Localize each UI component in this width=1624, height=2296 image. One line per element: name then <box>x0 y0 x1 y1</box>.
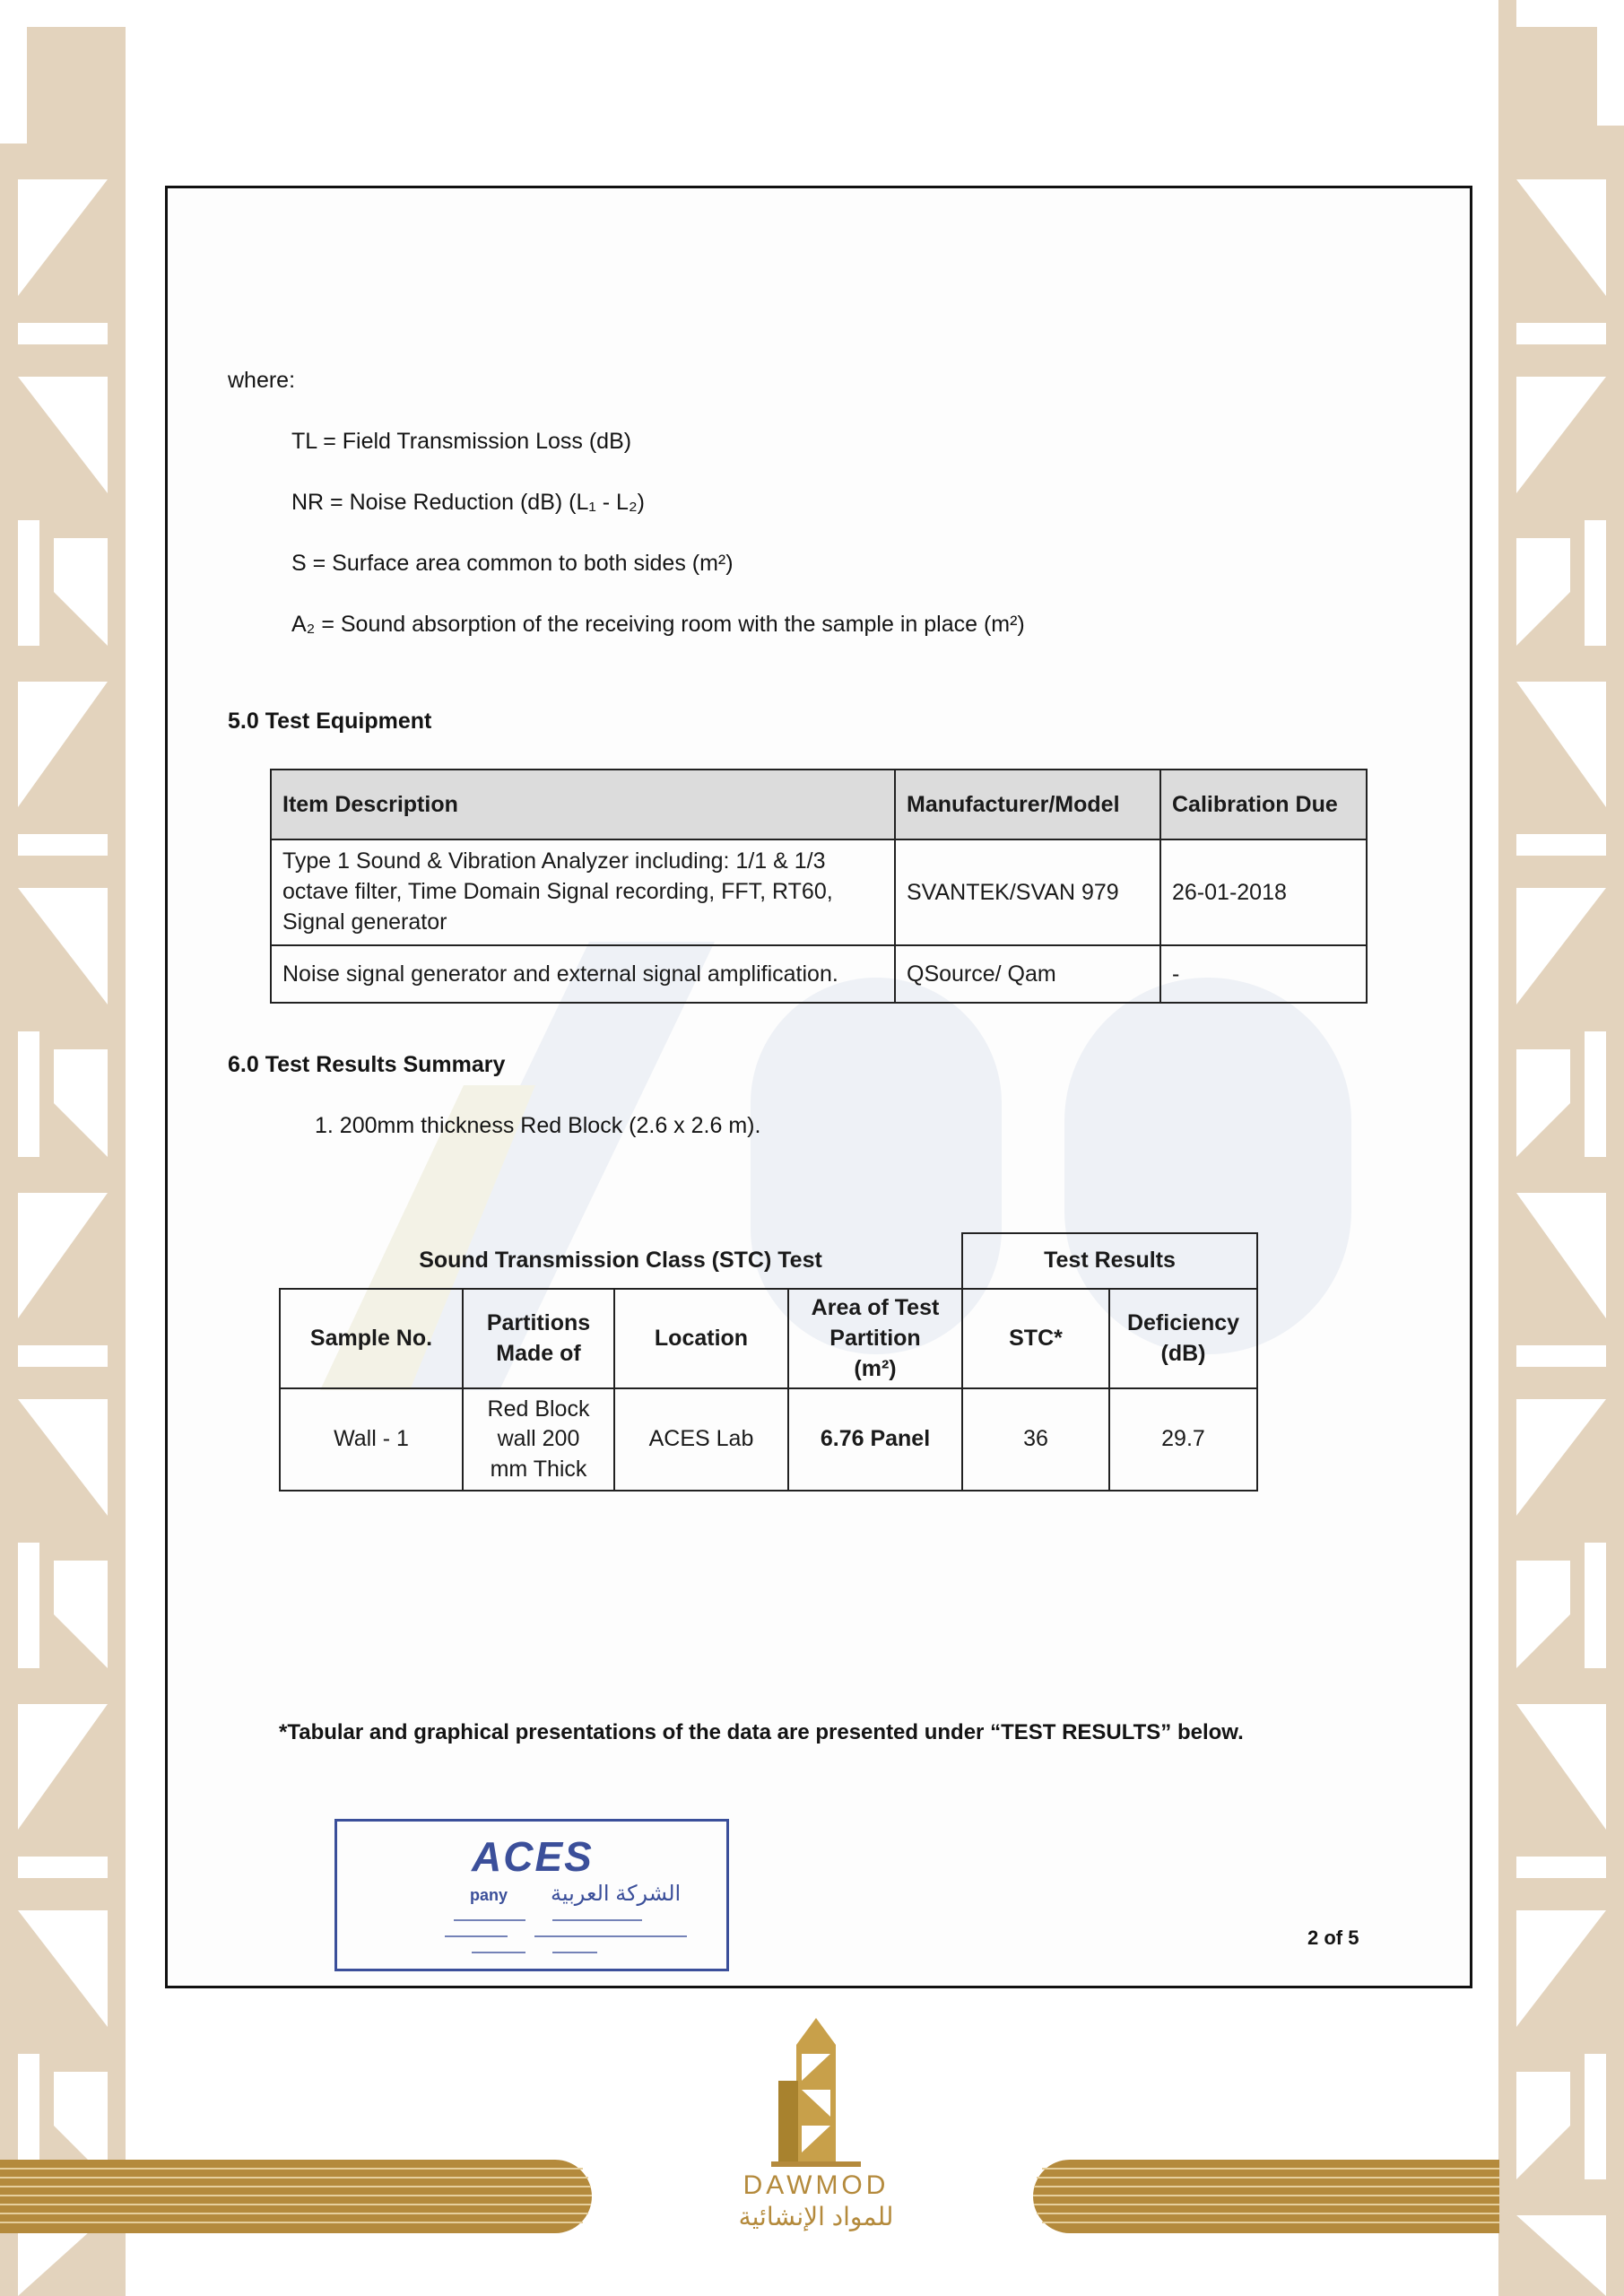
header-area <box>788 1289 962 1388</box>
deficiency-cell: 29.7 <box>1109 1388 1257 1491</box>
header-line: (dB) <box>1160 1340 1206 1366</box>
partitions-cell <box>463 1388 614 1491</box>
location-cell: ACES Lab <box>614 1388 788 1491</box>
brand-logo <box>708 2018 924 2233</box>
header-line: Made of <box>496 1340 581 1366</box>
stc-title-row <box>280 1233 1257 1289</box>
table-row <box>280 1388 1257 1491</box>
results-item: 1. 200mm thickness Red Block (2.6 x 2.6 m). <box>315 1113 761 1138</box>
term-a2: A₂ = Sound absorption of the receiving room with the sample in place (m²) <box>291 612 1025 637</box>
stamp-text-ar: الشركة العربية <box>551 1882 682 1906</box>
scanned-page <box>165 186 1472 1988</box>
decorative-border-left <box>0 0 126 2296</box>
brand-arabic: للمواد الإنشائية <box>738 2203 894 2231</box>
item-description-cell <box>271 839 895 945</box>
calibration-cell: - <box>1160 945 1367 1003</box>
model-cell: SVANTEK/SVAN 979 <box>895 839 1160 945</box>
stc-cell: 36 <box>962 1388 1109 1491</box>
results-heading: 6.0 Test Results Summary <box>228 1052 506 1077</box>
brand-latin: DAWMOD <box>743 2170 890 2200</box>
equipment-table <box>270 769 1368 1004</box>
stamp-scribbles <box>346 1911 717 1961</box>
header-line: Partitions <box>486 1309 591 1335</box>
stc-table-title: Sound Transmission Class (STC) Test <box>280 1233 962 1289</box>
item-line: octave filter, Time Domain Signal recording, FFT, RT60, <box>282 879 833 905</box>
tower-logo-icon <box>708 2018 924 2233</box>
page-number: 2 of 5 <box>1307 1926 1359 1949</box>
test-results-title: Test Results <box>962 1233 1257 1289</box>
table-header-row <box>271 770 1367 839</box>
where-label: where: <box>228 368 296 393</box>
company-stamp <box>334 1819 729 1971</box>
header-item-description: Item Description <box>271 770 895 839</box>
item-line: Signal generator <box>282 909 447 935</box>
area-cell: 6.76 Panel <box>788 1388 962 1491</box>
header-partitions <box>463 1289 614 1388</box>
header-manufacturer: Manufacturer/Model <box>895 770 1160 839</box>
stamp-text-en: pany <box>470 1886 508 1904</box>
stc-header-row <box>280 1289 1257 1388</box>
model-cell: QSource/ Qam <box>895 945 1160 1003</box>
header-line: (m²) <box>854 1355 897 1381</box>
item-description-cell: Noise signal generator and external signal amplification. <box>271 945 895 1003</box>
sample-cell: Wall - 1 <box>280 1388 463 1491</box>
header-line: Deficiency <box>1126 1309 1240 1335</box>
item-line: Type 1 Sound & Vibration Analyzer including: 1/1 & 1/3 <box>282 848 826 874</box>
cell-line: Red Block <box>487 1396 590 1422</box>
table-row <box>271 945 1367 1003</box>
header-location: Location <box>614 1289 788 1388</box>
header-line: Partition <box>829 1325 921 1351</box>
footer-bar-right <box>1033 2160 1499 2233</box>
calibration-cell: 26-01-2018 <box>1160 839 1367 945</box>
results-note: *Tabular and graphical presentations of the data are presented under “TEST RESULTS” below. <box>279 1720 1244 1744</box>
header-deficiency <box>1109 1289 1257 1388</box>
footer-bar-left <box>0 2160 592 2233</box>
term-nr: NR = Noise Reduction (dB) (L₁ - L₂) <box>291 490 645 515</box>
header-stc: STC* <box>962 1289 1109 1388</box>
term-tl: TL = Field Transmission Loss (dB) <box>291 429 632 454</box>
equipment-heading: 5.0 Test Equipment <box>228 709 432 734</box>
header-sample-no: Sample No. <box>280 1289 463 1388</box>
header-line: Area of Test <box>811 1295 940 1320</box>
stamp-logo: ACES <box>472 1833 594 1880</box>
cell-line: mm Thick <box>490 1457 587 1483</box>
decorative-border-right <box>1498 0 1624 2296</box>
term-s: S = Surface area common to both sides (m²) <box>291 551 734 576</box>
table-row <box>271 839 1367 945</box>
header-calibration-due: Calibration Due <box>1160 770 1367 839</box>
stc-results-table <box>279 1232 1258 1492</box>
cell-line: wall 200 <box>497 1426 580 1452</box>
